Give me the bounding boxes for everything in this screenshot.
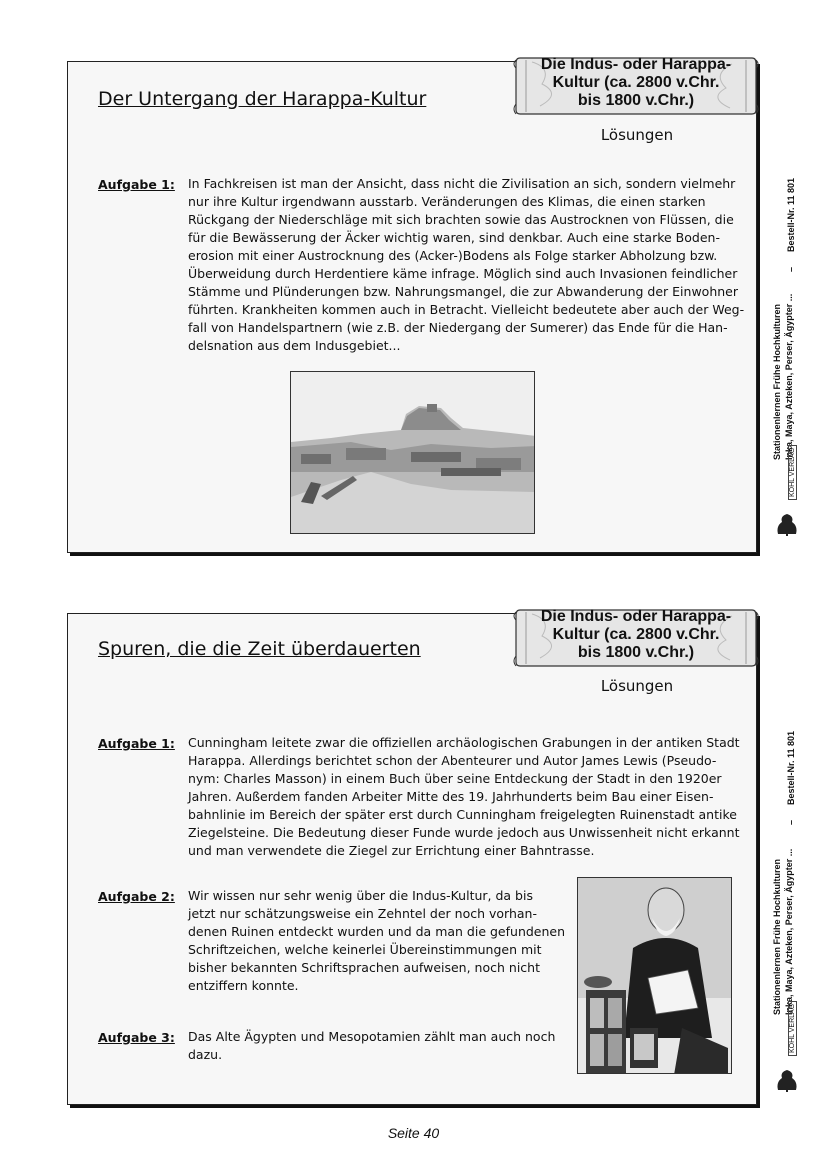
card2-task2-label: Aufgabe 2: (98, 889, 175, 904)
sidebar-dash: – (786, 819, 796, 825)
card1-topic-scroll (512, 54, 760, 112)
sidebar-line2: Inka, Maya, Azteken, Perser, Ägypter ... (784, 293, 794, 460)
cunningham-portrait-photo (577, 877, 732, 1074)
page-number: Seite 40 (387, 1125, 440, 1141)
card1-title: Der Untergang der Harappa-Kultur (98, 88, 427, 110)
kohl-verlag-tree-icon (774, 508, 800, 538)
scroll-line: Die Indus- oder Harappa- (540, 608, 732, 625)
scroll-line: Kultur (ca. 2800 v.Chr. (552, 74, 720, 91)
harappa-ruins-photo (290, 371, 535, 534)
kohl-verlag-tree-icon (774, 1064, 800, 1094)
sidebar-publisher-info-2 (770, 720, 806, 1100)
kohl-verlag-logo: KOHL VERLAG (788, 445, 797, 500)
card2-task2-text: Wir wissen nur sehr wenig über die Indus-Kultur, da bis jetzt nur schätzungsweise ein Zehntel der noch vorhan- denen Ruinen entdeckt wurden und da man die gefundenen Schriftzeichen, welche keinerlei Übereinstimmungen mit bisher bekannten Schriftsprachen aufweisen, noch nicht entziffern konnte. (188, 888, 566, 993)
card2-task3-label: Aufgabe 3: (98, 1030, 175, 1045)
sidebar-dash: – (786, 266, 796, 272)
sidebar-publisher-info-1 (770, 170, 806, 555)
sidebar-line1: Stationenlernen Frühe Hochkulturen (772, 303, 782, 460)
card2-task3-text: Das Alte Ägypten und Mesopotamien zählt man auch noch dazu. (188, 1029, 556, 1062)
sidebar-line1: Stationenlernen Frühe Hochkulturen (772, 858, 782, 1015)
card1-loesungen-label: Lösungen (600, 126, 674, 144)
scroll-line: bis 1800 v.Chr.) (577, 644, 695, 661)
sidebar-order-number: Bestell-Nr. 11 801 (786, 730, 796, 805)
sidebar-line2: Inka, Maya, Azteken, Perser, Ägypter ... (784, 848, 794, 1015)
kohl-verlag-logo: KOHL VERLAG (788, 1001, 797, 1056)
card2-title: Spuren, die die Zeit überdauerten (98, 638, 421, 660)
scroll-line: Kultur (ca. 2800 v.Chr. (552, 626, 720, 643)
card2-loesungen-label: Lösungen (600, 677, 674, 695)
card1-task1-label: Aufgabe 1: (98, 177, 175, 192)
sidebar-order-number: Bestell-Nr. 11 801 (786, 177, 796, 252)
scroll-line: bis 1800 v.Chr.) (577, 92, 695, 109)
card1-task1-text: In Fachkreisen ist man der Ansicht, dass nicht die Zivilisation an sich, sondern vielmehr nur ihre Kultur irgendwann ausstarb. Veränderungen des Klimas, die einen starken Rückgang der Niederschläge mit sich brachten sowie das Austrocknen von Flüssen, die für die Bewässerung der Äcker wichtig waren, sind denkbar. Auch eine starke Boden- erosion mit einer Austrocknung des (Acker-)Bodens als Folge starker Abholzung bzw. Überweidung durch Herdentiere käme infrage. Möglich sind auch Invasionen feindlicher Stämme und Plünderungen bzw. Nahrungsmangel, die zur Abwanderung der Einwohner führten. Krankheiten kommen auch in Betracht. Vielleicht bedeutete aber auch der Weg- fall von Handelspartnern (wie z.B. der Niedergang der Sumerer) das Ende für die Han- delsnation aus dem Indusgebiet... (188, 176, 745, 353)
scroll-line: Die Indus- oder Harappa- (540, 56, 732, 73)
card2-topic-scroll (512, 606, 760, 664)
card2-task1-text: Cunningham leitete zwar die offiziellen archäologischen Grabungen in der antiken Stadt Harappa. Allerdings berichtet schon der Abenteurer und Autor James Lewis (Pseudo- nym: Charles Masson) in einem Buch über seine Entdeckung der Stadt in den 1920er Jahren. Außerdem fanden Arbeiter Mitte des 19. Jahrhunderts beim Bau einer Eisen- bahnlinie im Bereich der später erst durch Cunningham freigelegten Ruinenstadt antike Ziegelsteine. Die Bedeutung dieser Funde wurde jedoch aus Unwissenheit nicht erkannt und man verwendete die Ziegel zur Errichtung einer Bahntrasse. (188, 735, 740, 858)
card2-task1-label: Aufgabe 1: (98, 736, 175, 751)
